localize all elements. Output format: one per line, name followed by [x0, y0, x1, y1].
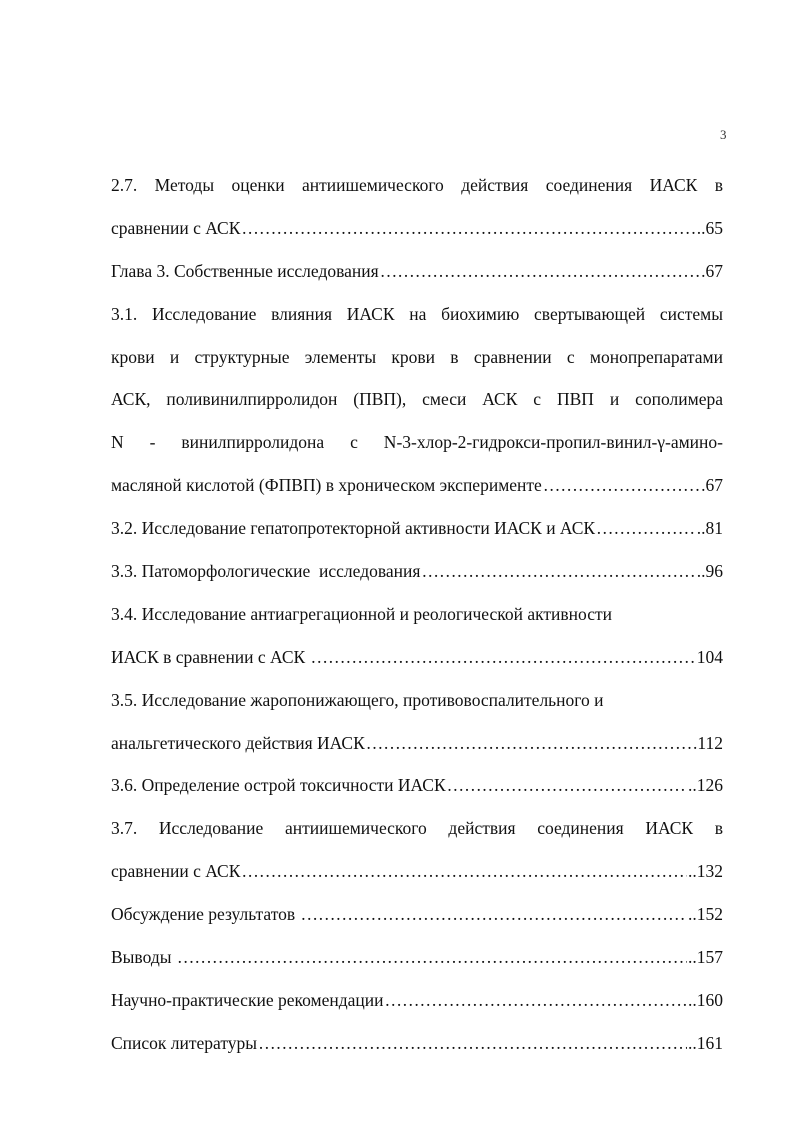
toc-entry[interactable] [111, 985, 723, 1028]
toc-page-number: ..96 [696, 561, 723, 582]
toc-entry[interactable] [111, 513, 723, 556]
toc-page-number: .112 [693, 732, 723, 753]
dot-leader [543, 470, 700, 500]
toc-entry[interactable] [111, 642, 723, 685]
dot-leader [447, 770, 687, 800]
table-of-contents [111, 170, 723, 1071]
dot-leader [241, 856, 687, 886]
toc-page-number: 104 [696, 646, 723, 667]
toc-entry[interactable] [111, 942, 723, 985]
dot-leader [177, 942, 687, 972]
dot-leader [384, 985, 687, 1015]
toc-line: N - винилпирролидона с N-3-хлор-2-гидрокси-пропил-винил-γ-амино- [111, 432, 723, 453]
dot-leader [366, 728, 692, 758]
dot-leader [311, 642, 696, 672]
dot-leader [421, 556, 695, 586]
toc-line: 3.4. Исследование антиагрегационной и реологической активности [111, 603, 612, 624]
dot-leader [241, 213, 695, 243]
toc-entry-title: сравнении с АСК [111, 861, 241, 882]
toc-entry[interactable] [111, 213, 723, 256]
toc-entry[interactable] [111, 899, 723, 942]
page-number: 3 [720, 127, 727, 142]
dot-leader [380, 256, 700, 286]
toc-line: 3.5. Исследование жаропонижающего, противовоспалительного и [111, 689, 604, 710]
toc-page-number: ..157 [688, 947, 723, 968]
dot-leader [596, 513, 696, 543]
toc-entry-title: Обсуждение результатов [111, 904, 300, 925]
toc-page-number: ..65 [696, 217, 723, 238]
dot-leader [258, 1028, 687, 1058]
toc-entry-title: Научно-практические рекомендации [111, 989, 384, 1010]
toc-page-number: ..152 [688, 904, 723, 925]
toc-line: АСК, поливинилпирролидон (ПВП), смеси АСК с ПВП и сополимера [111, 389, 723, 410]
toc-page-number: ..81 [696, 518, 723, 539]
toc-entry-title: Список литературы [111, 1032, 258, 1053]
toc-entry-title: 3.6. Определение острой токсичности ИАСК [111, 775, 446, 796]
toc-entry[interactable] [111, 770, 723, 813]
toc-entry[interactable] [111, 556, 723, 599]
toc-entry-title: 3.3. Патоморфологические исследования [111, 561, 421, 582]
toc-entry[interactable] [111, 1028, 723, 1071]
toc-entry[interactable] [111, 728, 723, 771]
toc-entry-title: сравнении с АСК [111, 217, 241, 238]
toc-entry-title: анальгетического действия ИАСК [111, 732, 365, 753]
toc-entry[interactable] [111, 470, 723, 513]
toc-entry-title: Глава 3. Собственные исследования [111, 260, 379, 281]
toc-page-number: .67 [701, 260, 723, 281]
dot-leader [301, 899, 687, 929]
toc-line: 2.7. Методы оценки антиишемического действия соединения ИАСК в [111, 175, 723, 195]
toc-entry-title: 3.2. Исследование гепатопротекторной активности ИАСК и АСК [111, 518, 596, 539]
toc-page-number: ..126 [688, 775, 723, 796]
toc-entry[interactable] [111, 856, 723, 899]
toc-line: 3.7. Исследование антиишемического действия соединения ИАСК в [111, 818, 723, 839]
toc-entry-title: ИАСК в сравнении с АСК [111, 646, 310, 667]
toc-page-number: ..160 [688, 989, 723, 1010]
toc-page-number: ..161 [688, 1032, 723, 1053]
toc-entry-title: масляной кислотой (ФПВП) в хроническом эксперименте [111, 475, 542, 496]
toc-entry[interactable] [111, 256, 723, 299]
toc-page-number: .67 [701, 475, 723, 496]
toc-page-number: ..132 [688, 861, 723, 882]
toc-line: 3.1. Исследование влияния ИАСК на биохимию свертывающей системы [111, 303, 723, 324]
toc-entry-title: Выводы [111, 947, 176, 968]
toc-line: крови и структурные элементы крови в сравнении с монопрепаратами [111, 346, 723, 367]
